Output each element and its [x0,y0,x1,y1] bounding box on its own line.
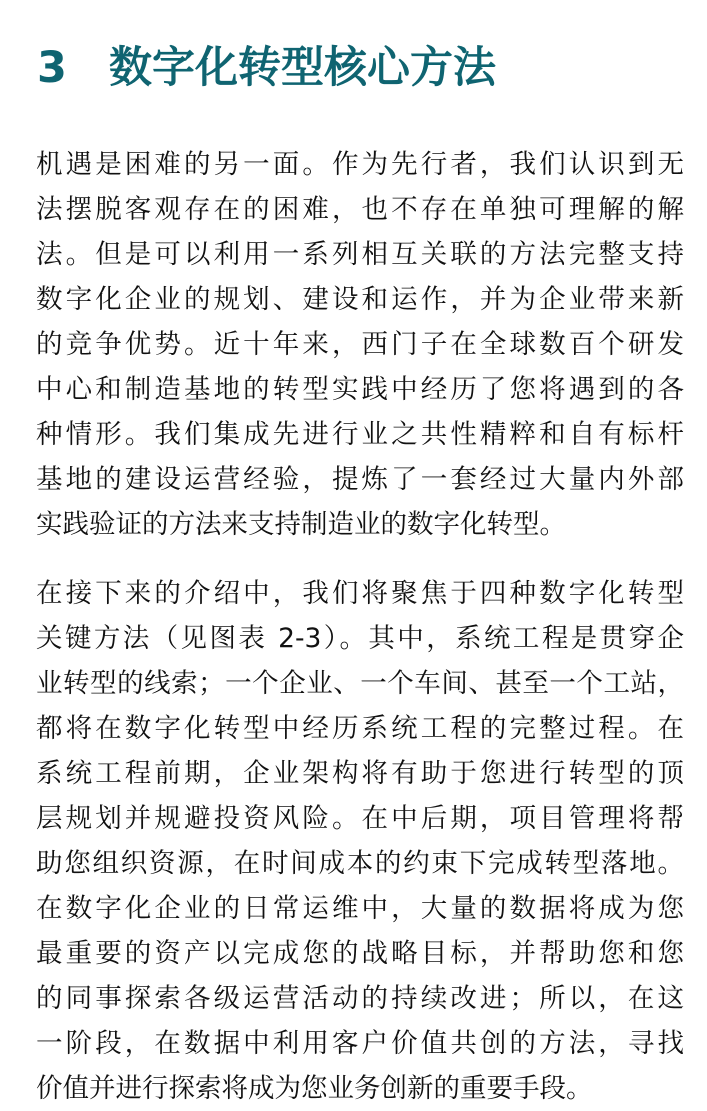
section-number: 3 [37,43,67,93]
text-line: 法。但是可以利用一系列相互关联的方法完整支持 [36,239,684,270]
text-line: 在数字化企业的日常运维中，大量的数据将成为您 [36,893,684,924]
body-text [36,142,684,1111]
text-line: 在接下来的介绍中，我们将聚焦于四种数字化转型 [36,578,684,609]
text-line: 实践验证的方法来支持制造业的数字化转型。 [36,509,566,540]
text-line: 的竞争优势。近十年来，西门子在全球数百个研发 [36,329,684,360]
section-heading [37,38,496,98]
paragraph-spacer [36,547,684,571]
paragraph-1 [36,142,684,547]
text-line: 的同事探索各级运营活动的持续改进；所以，在这 [36,983,684,1014]
text-line: 层规划并规避投资风险。在中后期，项目管理将帮 [36,803,684,834]
text-line: 种情形。我们集成先进行业之共性精粹和自有标杆 [36,419,684,450]
text-line: 最重要的资产以完成您的战略目标，并帮助您和您 [36,938,684,969]
text-line: 都将在数字化转型中经历系统工程的完整过程。在 [36,713,684,744]
text-line: 价值并进行探索将成为您业务创新的重要手段。 [36,1073,593,1104]
paragraph-2 [36,571,684,1111]
text-line: 基地的建设运营经验，提炼了一套经过大量内外部 [36,464,684,495]
text-line: 机遇是困难的另一面。作为先行者，我们认识到无 [36,149,684,180]
section-title: 数字化转型核心方法 [109,43,496,93]
text-line: 一阶段，在数据中利用客户价值共创的方法，寻找 [36,1028,684,1059]
text-line: 中心和制造基地的转型实践中经历了您将遇到的各 [36,374,684,405]
text-line: 法摆脱客观存在的困难，也不存在单独可理解的解 [36,194,684,225]
text-line: 业转型的线索；一个企业、一个车间、甚至一个工站， [36,668,684,699]
text-line: 数字化企业的规划、建设和运作，并为企业带来新 [36,284,684,315]
text-line: 关键方法（见图表 2-3）。其中，系统工程是贯穿企 [36,623,684,654]
text-line: 助您组织资源，在时间成本的约束下完成转型落地。 [36,848,684,879]
text-line: 系统工程前期，企业架构将有助于您进行转型的顶 [36,758,684,789]
